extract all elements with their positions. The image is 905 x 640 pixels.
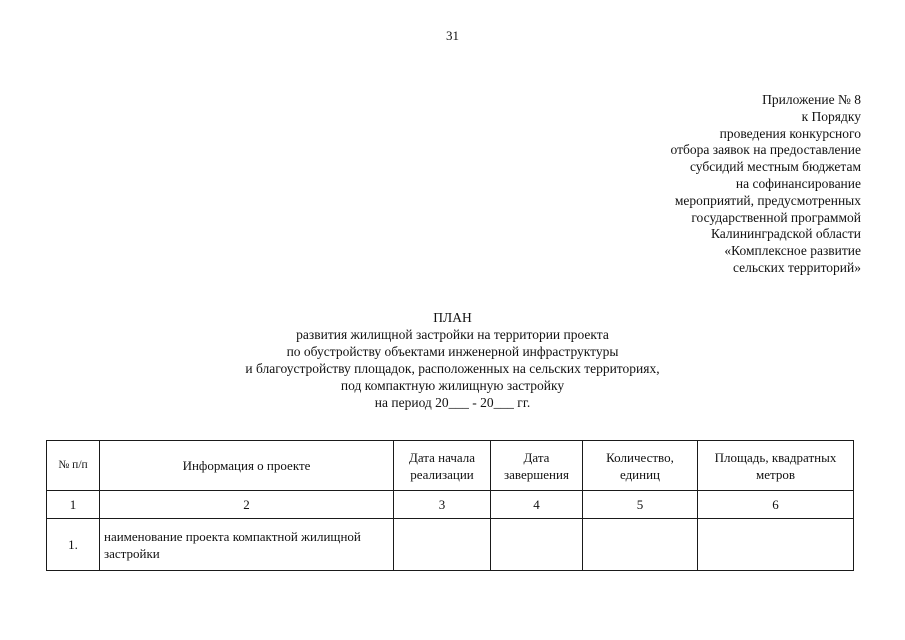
row-info-cell: наименование проекта компактной жилищной застройки: [100, 519, 394, 571]
appendix-line: на софинансирование: [735, 175, 861, 191]
appendix-line: «Комплексное развитие: [724, 243, 861, 259]
row-number-cell: 1.: [47, 519, 100, 571]
column-number-cell: 2: [100, 491, 394, 519]
column-number-cell: 3: [394, 491, 491, 519]
plan-subtitle-line: развития жилищной застройки на территории проекта: [296, 327, 609, 342]
row-area-cell: [698, 519, 854, 571]
column-number-row: [47, 491, 854, 519]
row-end-date-cell: [491, 519, 583, 571]
page-number: 31: [446, 28, 459, 43]
header-cell-number: № п/п: [47, 441, 100, 491]
plan-table: [46, 440, 854, 571]
plan-subtitle-line: по обустройству объектами инженерной инфраструктуры: [286, 344, 619, 359]
plan-heading: ПЛАН: [433, 310, 472, 325]
column-number-cell: 6: [698, 491, 854, 519]
appendix-line: Калининградской области: [710, 226, 861, 242]
header-cell-end-date: Дата завершения: [491, 441, 583, 491]
appendix-line: субсидий местным бюджетам: [689, 159, 861, 175]
header-cell-start-date: Дата начала реализации: [394, 441, 491, 491]
header-cell-area: Площадь, квадратных метров: [698, 441, 854, 491]
column-number-cell: 1: [47, 491, 100, 519]
appendix-line: проведения конкурсного: [719, 125, 861, 141]
row-quantity-cell: [583, 519, 698, 571]
plan-subtitle-line: под компактную жилищную застройку: [340, 378, 565, 393]
plan-period-line: на период 20___ - 20___ гг.: [374, 395, 531, 410]
plan-subtitle-line: и благоустройству площадок, расположенных на сельских территориях,: [245, 361, 660, 376]
appendix-line: Приложение № 8: [762, 92, 861, 107]
table-header-row: [47, 441, 854, 491]
appendix-line: мероприятий, предусмотренных: [674, 192, 861, 208]
appendix-block: [671, 92, 861, 277]
appendix-line: к Порядку: [801, 108, 861, 124]
header-cell-quantity: Количество, единиц: [583, 441, 698, 491]
header-cell-info: Информация о проекте: [100, 441, 394, 491]
table-row: [47, 519, 854, 571]
plan-title-block: [0, 309, 905, 411]
appendix-line: сельских территорий»: [733, 259, 861, 275]
column-number-cell: 4: [491, 491, 583, 519]
appendix-line: государственной программой: [691, 209, 861, 225]
column-number-cell: 5: [583, 491, 698, 519]
row-start-date-cell: [394, 519, 491, 571]
appendix-line: отбора заявок на предоставление: [670, 142, 861, 158]
